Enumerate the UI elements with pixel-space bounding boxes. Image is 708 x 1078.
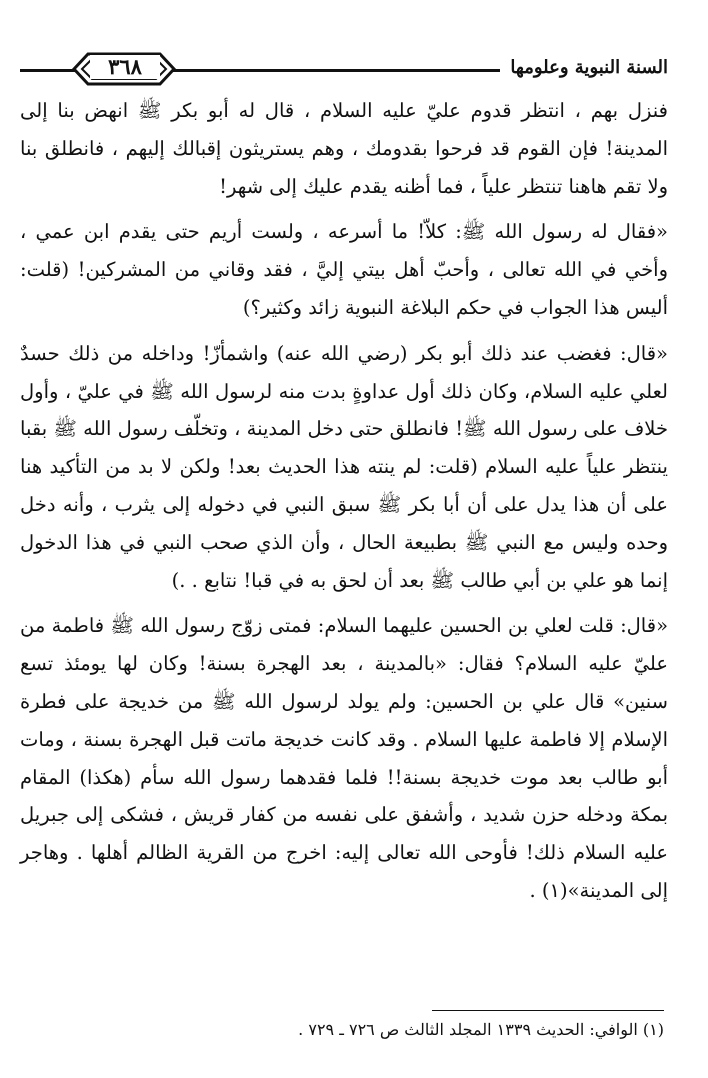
page-number: ٣٦٨ bbox=[90, 55, 160, 79]
running-title: السنة النبوية وعلومها bbox=[500, 53, 668, 83]
paragraph: «قال: فغضب عند ذلك أبو بكر (رضي الله عنه) واشمأزّ! وداخله من ذلك حسدٌ لعلي عليه السلام، وكان ذلك أول عداوةٍ بدت منه لرسول الله ﷺ في عليّ ، وأول خلاف على رسول الله ﷺ! فانطلق حتى دخل المدينة ، وتخلّف رسول الله ﷺ بقبا ينتظر علياً عليه السلام (قلت: لم ينته هذا الحديث بعد! ولكن لا بد من التأكيد هنا على أن هذا يدل على أن أبا بكر ﷺ سبق النبي في دخوله إلى يثرب ، وأنه دخل وحده وليس مع النبي ﷺ بطبيعة الحال ، وأن الذي صحب النبي في هذا الدخول إنما هو علي بن أبي طالب ﷺ بعد أن لحق به في قبا! نتابع . .) bbox=[20, 341, 668, 592]
footnote-divider bbox=[432, 1010, 664, 1011]
paragraph: «قال: قلت لعلي بن الحسين عليهما السلام: فمتى زوّج رسول الله ﷺ فاطمة من عليّ عليه السلام؟ فقال: «بالمدينة ، بعد الهجرة بسنة! وكان لها يومئذ تسع سنين» قال علي بن الحسين: ولم يولد لرسول الله ﷺ من خديجة على فطرة الإسلام إلا فاطمة عليها السلام . وقد كانت خديجة ماتت قبل الهجرة بسنة ، ومات أبو طالب بعد موت خديجة بسنة!! فلما فقدهما رسول الله سأم (هكذا) المقام بمكة ودخله حزن شديد ، وأشفق على نفسه من كفار قريش ، فشكى إلى جبريل عليه السلام ذلك! فأوحى الله تعالى إليه: اخرج من القرية الظالم أهلها . وهاجر إلى المدينة»(١) . bbox=[20, 614, 668, 902]
footnote: (١) الوافي: الحديث ١٣٣٩ المجلد الثالث ص ٧٢٦ ـ ٧٢٩ . bbox=[298, 1020, 664, 1039]
page-header bbox=[20, 48, 668, 90]
paragraph: «فقال له رسول الله ﷺ: كلاّ! ما أسرعه ، ولست أريم حتى يقدم ابن عمي ، وأخي في الله تعالى ، وأحبّ أهل بيتي إليَّ ، فقد وقاني من المشركين! (قلت: أليس هذا الجواب في حكم البلاغة النبوية زائد وكثير؟) bbox=[20, 220, 668, 319]
body-text bbox=[20, 92, 668, 918]
paragraph: فنزل بهم ، انتظر قدوم عليّ عليه السلام ، قال له أبو بكر ﷺ انهض بنا إلى المدينة! فإن القوم قد فرحوا بقدومك ، وهم يستريثون إقبالك إليهم ، فانطلق بنا ولا تقم هاهنا تنتظر علياً ، فما أظنه يقدم عليك إلى شهر! bbox=[20, 99, 668, 198]
